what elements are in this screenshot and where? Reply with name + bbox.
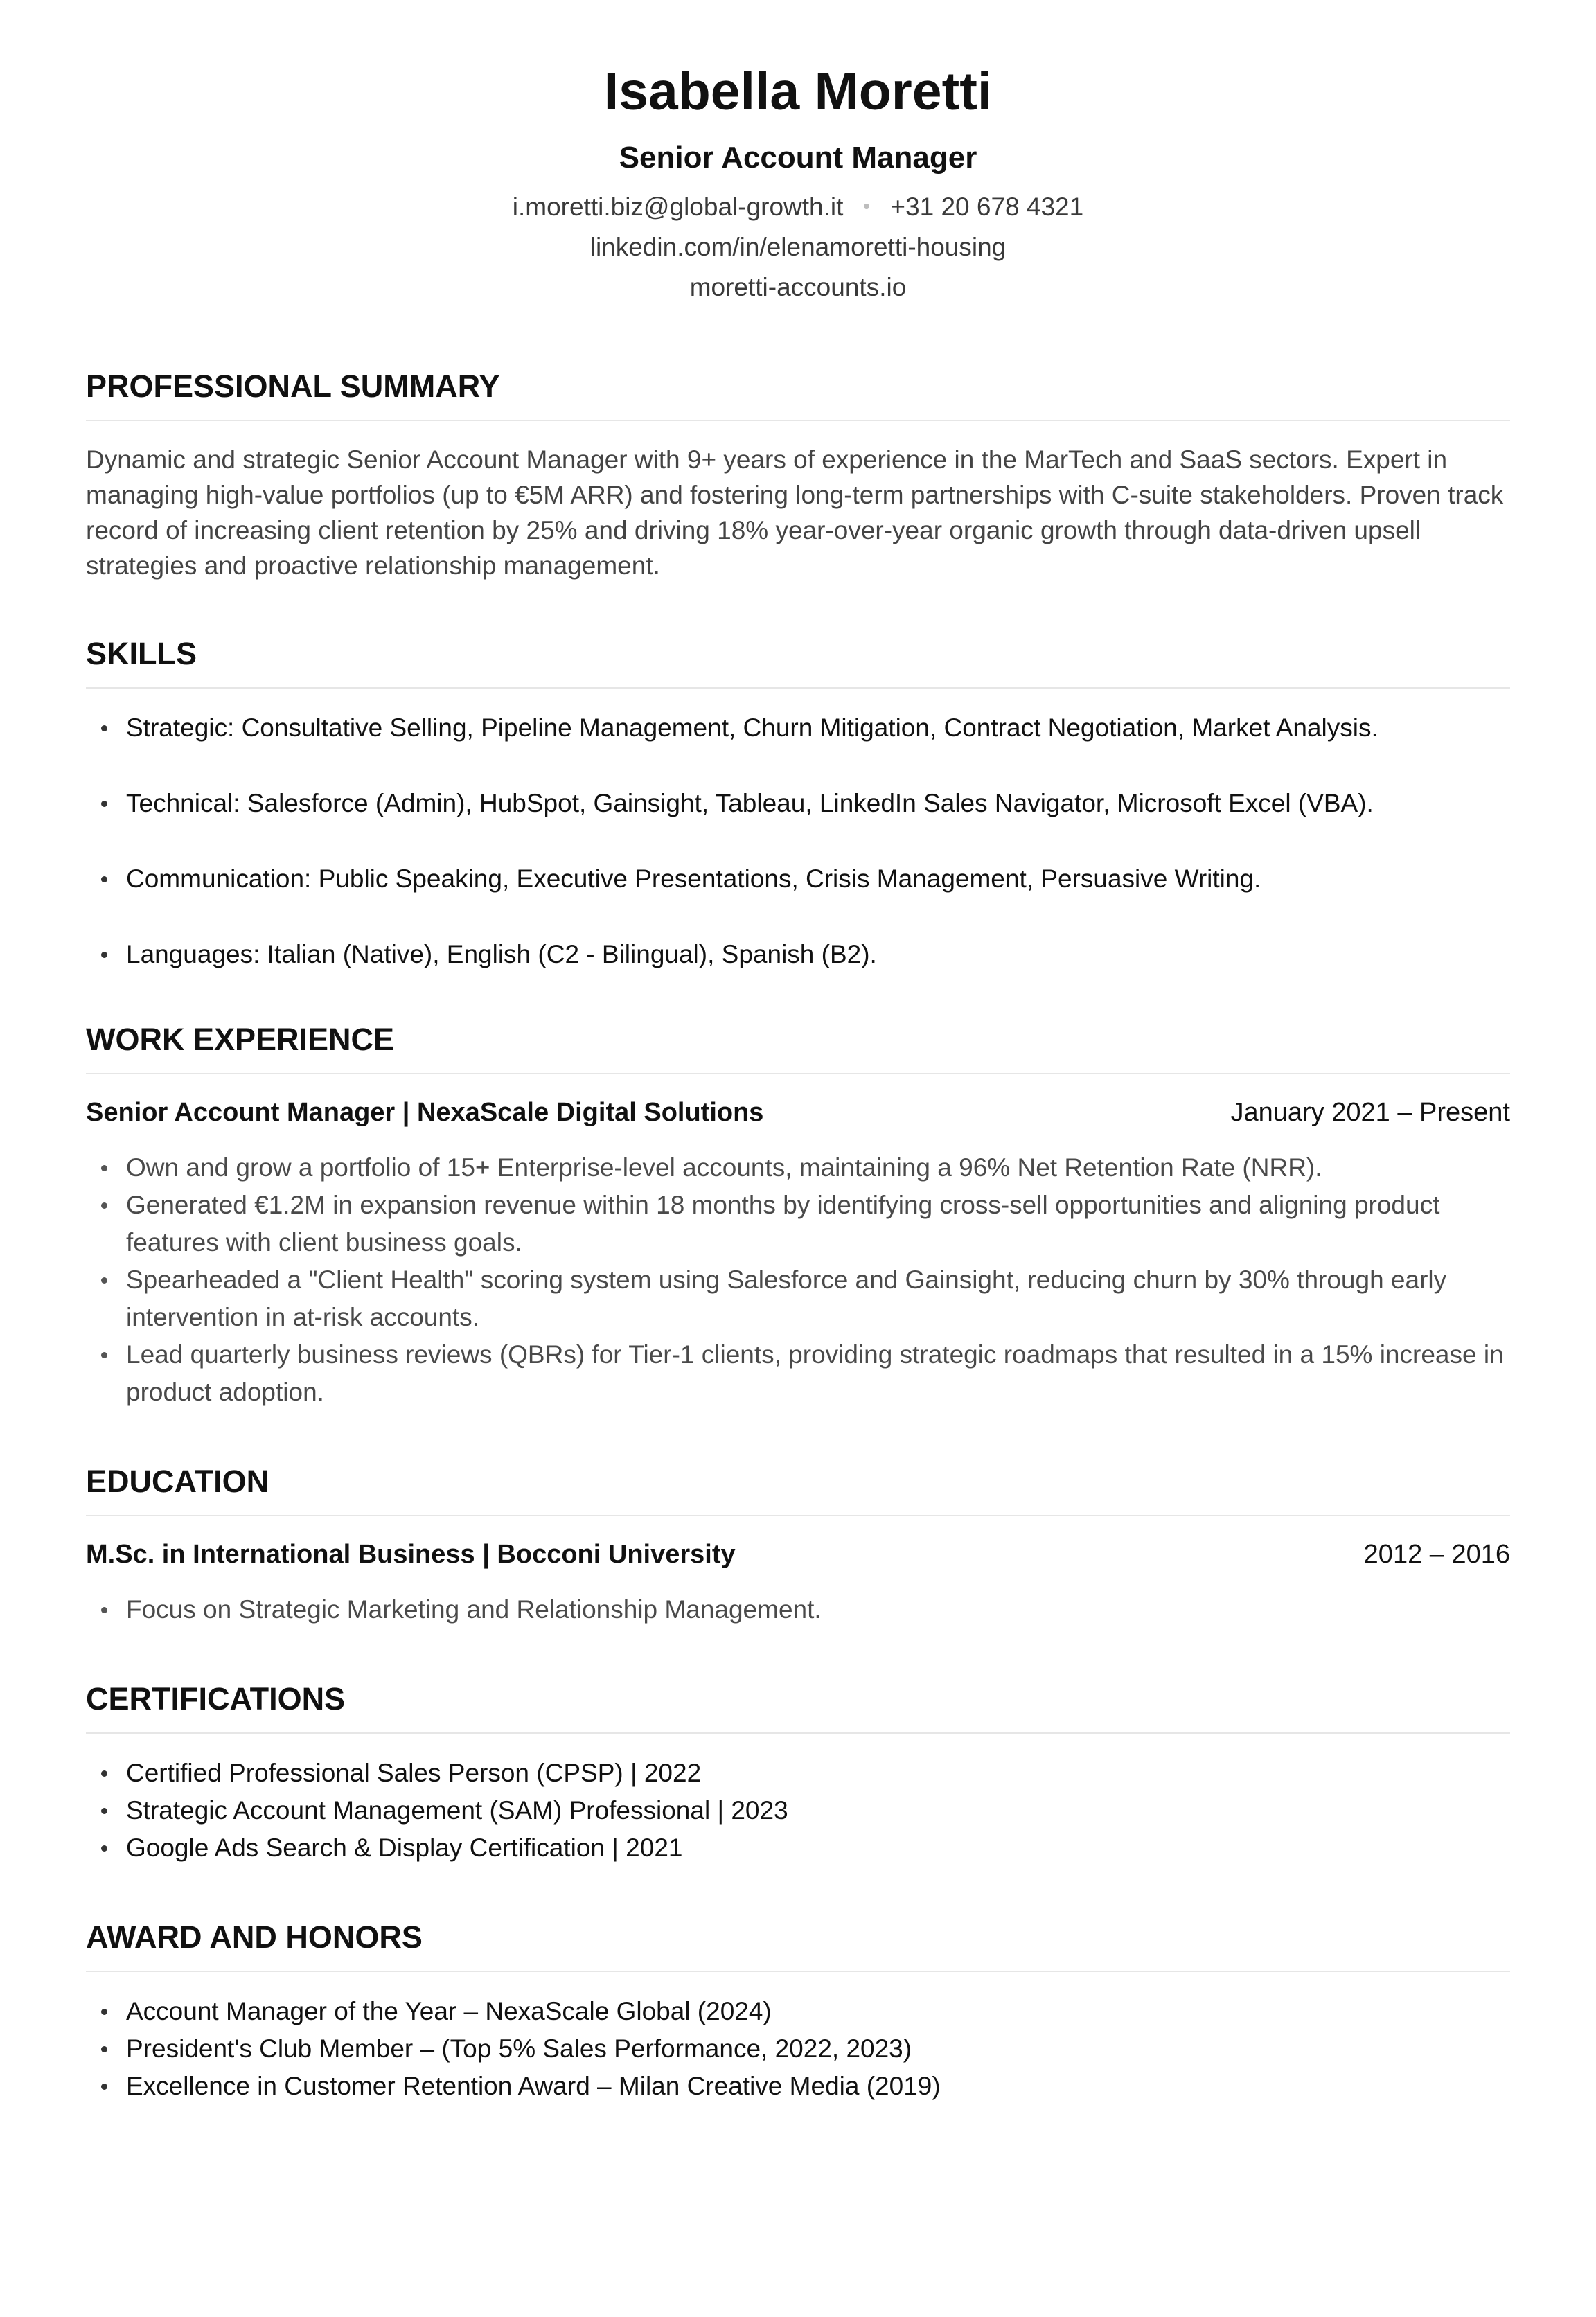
summary-section	[86, 367, 1510, 583]
award-text: President's Club Member – (Top 5% Sales Performance, 2022, 2023)	[126, 2034, 912, 2063]
list-item	[86, 1187, 1510, 1261]
skills-list	[86, 709, 1510, 973]
bullet-text: Generated €1.2M in expansion revenue within 18 months by identifying cross-sell opportunities and aligning product features with client business goals.	[126, 1191, 1440, 1257]
section-title-experience: WORK EXPERIENCE	[86, 1020, 1510, 1074]
section-title-skills: SKILLS	[86, 634, 1510, 689]
job-bullets	[86, 1149, 1510, 1411]
candidate-role: Senior Account Manager	[619, 141, 977, 175]
bullet-icon	[101, 801, 107, 807]
certification-text: Google Ads Search & Display Certification | 2021	[126, 1834, 683, 1862]
certifications-section	[86, 1680, 1510, 1867]
bullet-icon	[101, 1845, 107, 1852]
bullet-icon	[101, 1808, 107, 1814]
award-text: Account Manager of the Year – NexaScale Global (2024)	[126, 1997, 772, 2025]
bullet-text: Focus on Strategic Marketing and Relationship Management.	[126, 1595, 822, 1624]
bullet-icon	[101, 725, 107, 731]
experience-section	[86, 1020, 1510, 1411]
section-title-summary: PROFESSIONAL SUMMARY	[86, 367, 1510, 421]
summary-body	[86, 442, 1510, 583]
award-item	[86, 1993, 1510, 2030]
awards-list	[86, 1993, 1510, 2105]
phone-number[interactable]: +31 20 678 4321	[890, 193, 1084, 221]
skill-text: Technical: Salesforce (Admin), HubSpot, Gainsight, Tableau, LinkedIn Sales Navigator, Microsoft Excel (VBA).	[126, 789, 1374, 817]
skill-item	[86, 785, 1510, 822]
bullet-icon	[101, 2009, 107, 2015]
linkedin-link[interactable]: linkedin.com/in/elenamoretti-housing	[589, 233, 1007, 261]
certifications-body	[86, 1755, 1510, 1867]
job-dates: January 2021 – Present	[1230, 1098, 1510, 1127]
certification-item	[86, 1755, 1510, 1792]
bullet-icon	[101, 1352, 107, 1358]
bullet-icon	[101, 1165, 107, 1171]
skill-item	[86, 860, 1510, 898]
awards-section	[86, 1918, 1510, 2105]
skill-item	[86, 936, 1510, 973]
certification-item	[86, 1829, 1510, 1867]
bullet-icon	[101, 1202, 107, 1209]
bullet-text: Own and grow a portfolio of 15+ Enterprise-level accounts, maintaining a 96% Net Retention Rate (NRR).	[126, 1153, 1322, 1182]
skill-item	[86, 709, 1510, 747]
contact-info	[86, 187, 1510, 308]
education-dates: 2012 – 2016	[1363, 1540, 1510, 1569]
education-header	[86, 1537, 1510, 1572]
summary-text: Dynamic and strategic Senior Account Manager with 9+ years of experience in the MarTech and SaaS sectors. Expert in managing high-value portfolios (up to €5M ARR) and fostering long-term partnerships with C-suite stakeholders. Proven track record of increasing client retention by 25% and driving 18% year-over-year organic growth through data-driven upsell strategies and proactive relationship management.	[86, 445, 1504, 580]
skill-text: Communication: Public Speaking, Executive Presentations, Crisis Management, Persuasive Writing.	[126, 864, 1261, 893]
certification-text: Certified Professional Sales Person (CPSP) | 2022	[126, 1759, 702, 1787]
email-link[interactable]: i.moretti.biz@global-growth.it	[512, 193, 844, 221]
section-title-education: EDUCATION	[86, 1462, 1510, 1516]
bullet-icon	[101, 952, 107, 958]
awards-body	[86, 1993, 1510, 2105]
bullet-icon	[101, 1607, 107, 1613]
award-item	[86, 2068, 1510, 2105]
certification-text: Strategic Account Management (SAM) Professional | 2023	[126, 1796, 788, 1825]
list-item	[86, 1336, 1510, 1411]
bullet-icon	[101, 2084, 107, 2090]
list-item	[86, 1261, 1510, 1336]
education-bullets	[86, 1591, 1510, 1628]
bullet-icon	[101, 2046, 107, 2052]
award-text: Excellence in Customer Retention Award – Milan Creative Media (2019)	[126, 2072, 941, 2100]
certifications-list	[86, 1755, 1510, 1867]
section-title-certifications: CERTIFICATIONS	[86, 1680, 1510, 1734]
degree-title: M.Sc. in International Business | Bocconi University	[86, 1540, 736, 1569]
contact-row-primary	[86, 187, 1510, 227]
award-item	[86, 2030, 1510, 2068]
resume-header	[86, 0, 1510, 308]
job-title: Senior Account Manager | NexaScale Digital Solutions	[86, 1098, 764, 1127]
bullet-icon	[101, 1277, 107, 1284]
bullet-icon	[101, 1770, 107, 1777]
skills-section	[86, 634, 1510, 973]
bullet-text: Spearheaded a "Client Health" scoring system using Salesforce and Gainsight, reducing churn by 30% through early intervention in at-risk accounts.	[126, 1266, 1447, 1331]
experience-body	[86, 1095, 1510, 1411]
separator-dot-icon	[864, 204, 869, 209]
candidate-name: Isabella Moretti	[603, 62, 993, 121]
bullet-icon	[101, 876, 107, 882]
certification-item	[86, 1792, 1510, 1829]
bullet-text: Lead quarterly business reviews (QBRs) for Tier-1 clients, providing strategic roadmaps that resulted in a 15% increase in product adoption.	[126, 1340, 1504, 1406]
list-item	[86, 1149, 1510, 1187]
education-body	[86, 1537, 1510, 1628]
skill-text: Strategic: Consultative Selling, Pipeline Management, Churn Mitigation, Contract Negotiation, Market Analysis.	[126, 713, 1378, 742]
section-title-awards: AWARD AND HONORS	[86, 1918, 1510, 1972]
skills-body	[86, 709, 1510, 973]
education-section	[86, 1462, 1510, 1628]
website-link[interactable]: moretti-accounts.io	[689, 273, 907, 301]
job-header	[86, 1095, 1510, 1130]
skill-text: Languages: Italian (Native), English (C2 - Bilingual), Spanish (B2).	[126, 940, 877, 968]
list-item	[86, 1591, 1510, 1628]
